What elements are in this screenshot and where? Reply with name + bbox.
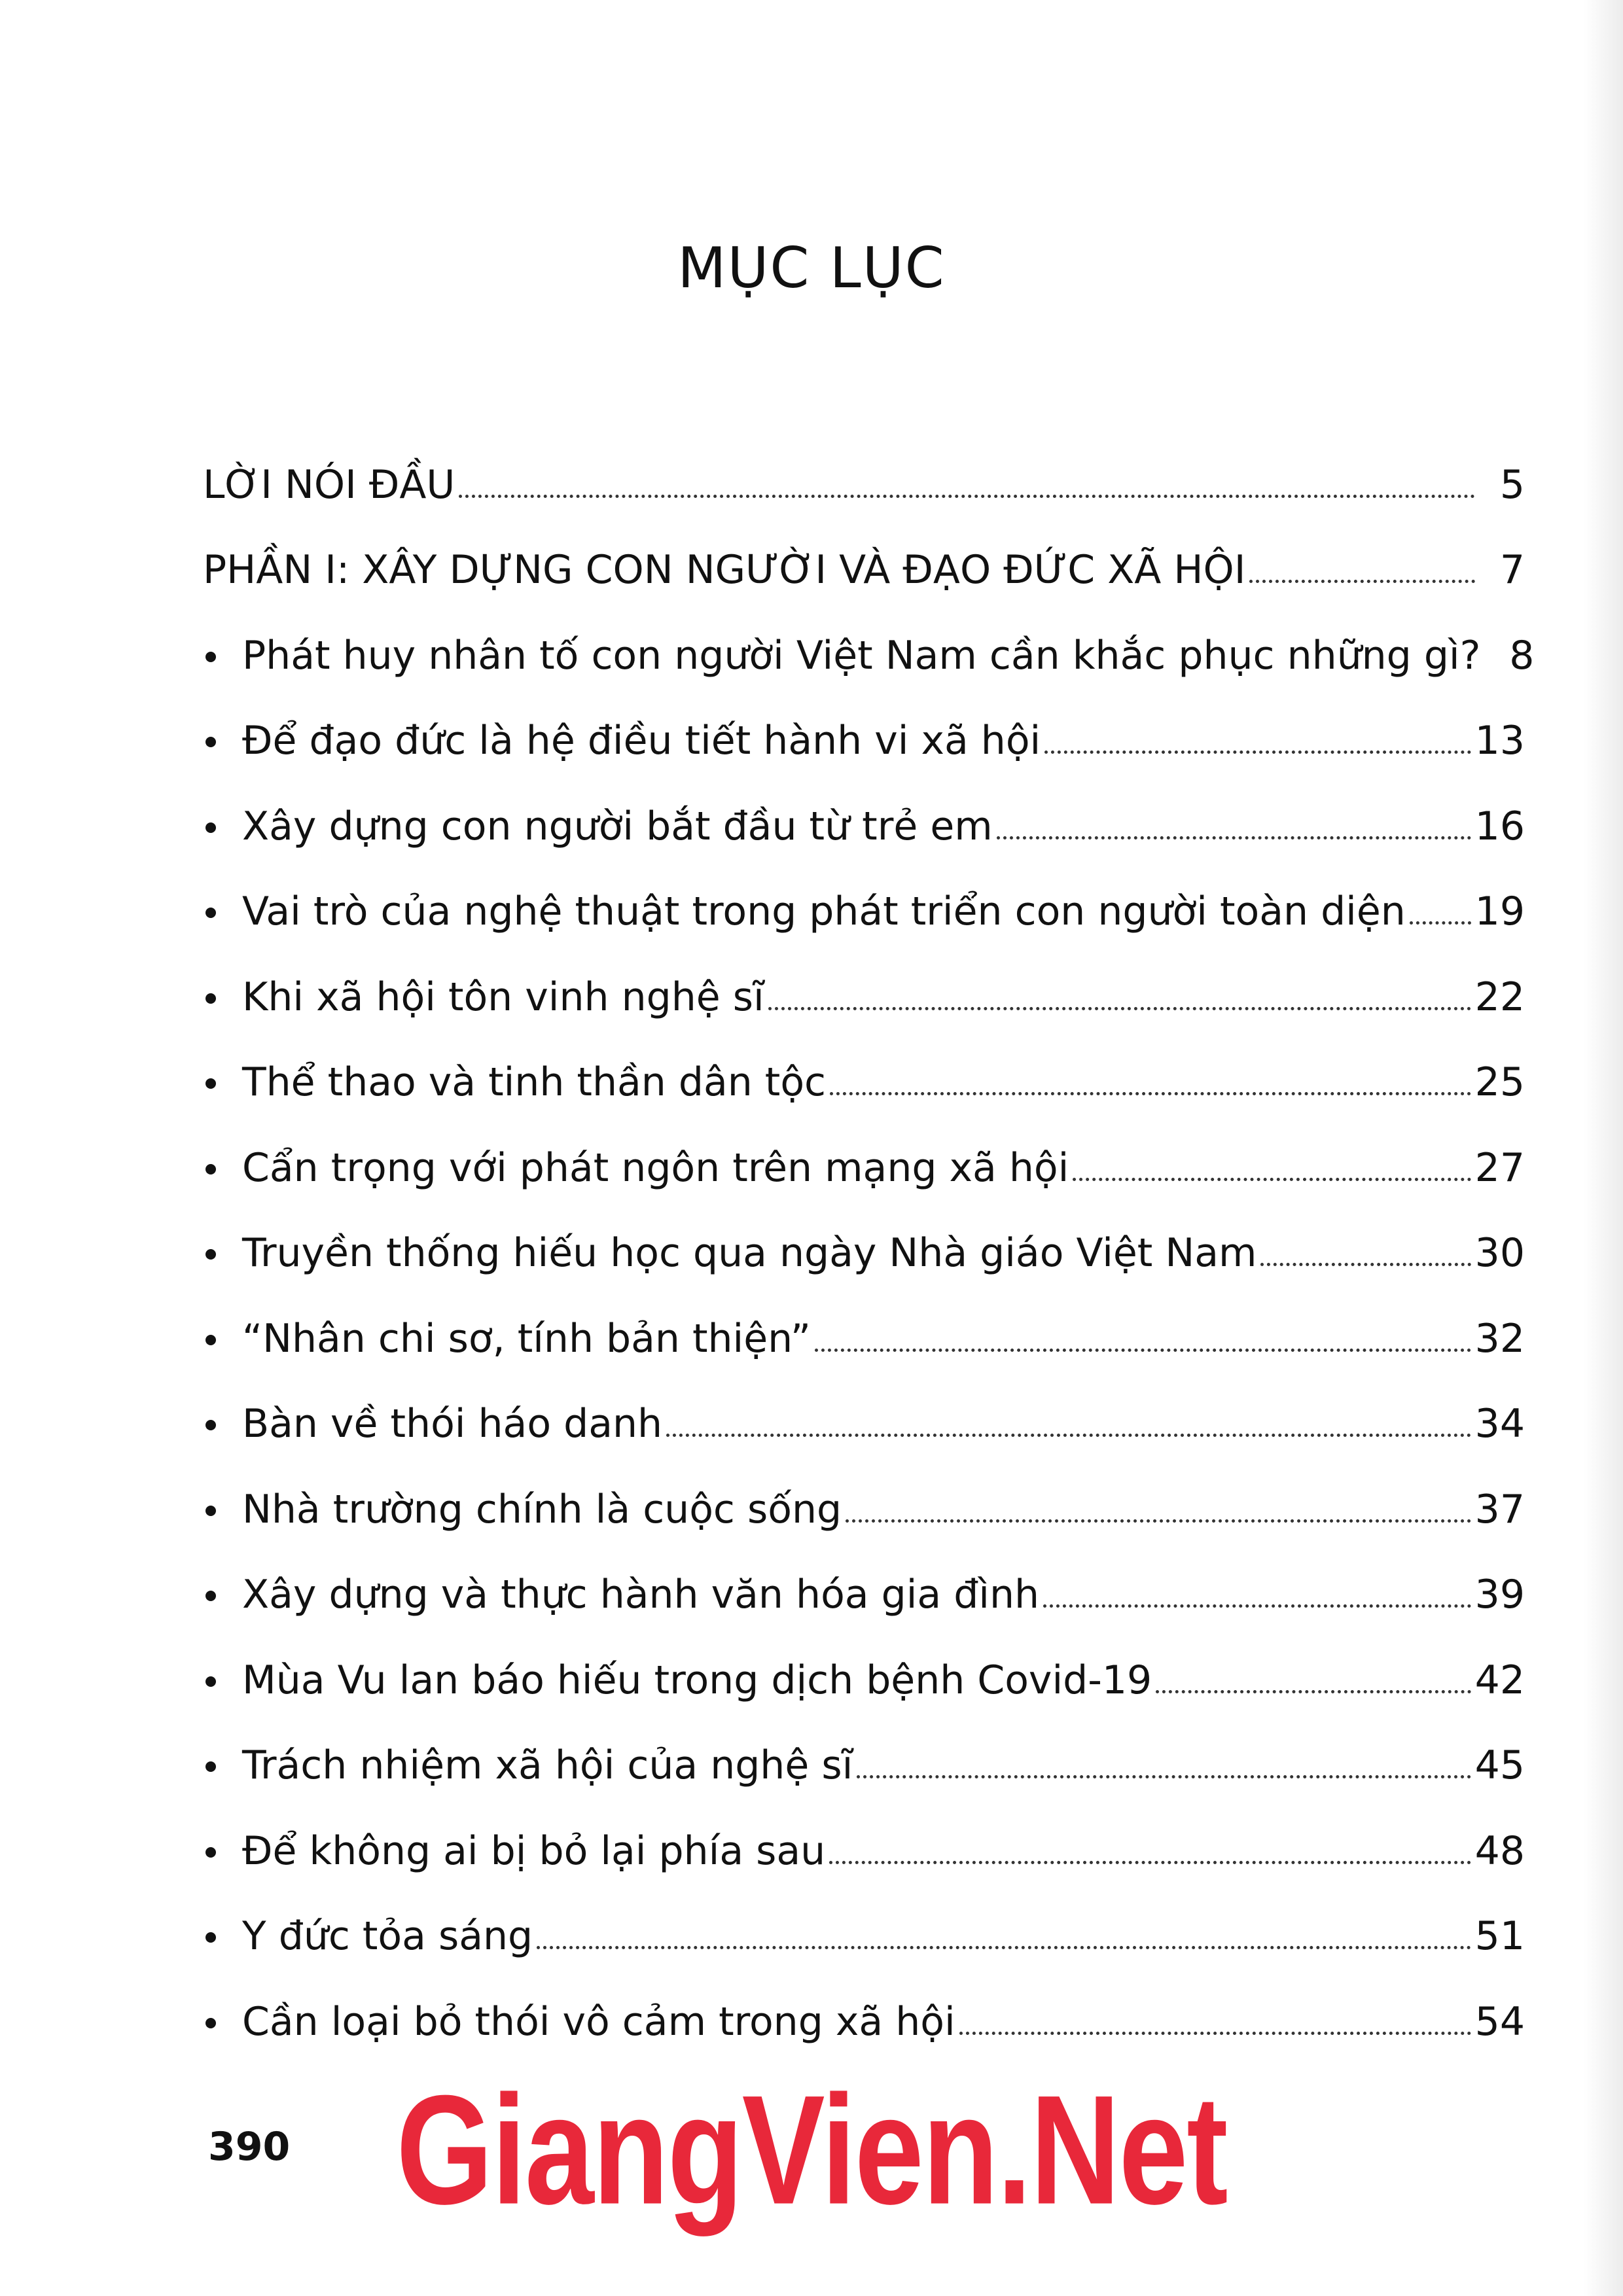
dot-leader [829, 1861, 1471, 1864]
toc-entry-page: 32 [1474, 1315, 1525, 1362]
toc-entry-page: 16 [1474, 803, 1525, 849]
toc-entry-page: 13 [1474, 718, 1525, 764]
bullet-icon [205, 1078, 216, 1089]
toc-entry-label: “Nhân chi sơ, tính bản thiện” [242, 1315, 811, 1362]
toc-entry[interactable] [203, 1358, 1525, 1447]
toc-entry-page: 27 [1474, 1144, 1525, 1191]
toc-entry-label: Xây dựng và thực hành văn hóa gia đình [242, 1572, 1040, 1617]
bullet-icon [205, 1761, 216, 1772]
toc-entry[interactable] [203, 590, 1535, 679]
page-number: 390 [208, 2124, 291, 2170]
toc-entry-page: 7 [1499, 547, 1525, 593]
toc-entry[interactable] [203, 1529, 1525, 1615]
bullet-icon [205, 1249, 216, 1260]
toc-entry[interactable] [203, 504, 1525, 593]
dot-leader [666, 1434, 1471, 1437]
toc-entry-page: 5 [1499, 461, 1525, 508]
toc-entry-label: Cần loại bỏ thói vô cảm trong xã hội [242, 1998, 955, 2045]
bullet-icon [205, 1420, 216, 1430]
toc-entry-page: 22 [1474, 974, 1525, 1020]
toc-entry-label: Phát huy nhân tố con người Việt Nam cần khắc phục những gì? [242, 632, 1481, 679]
page-edge-shadow [1584, 0, 1623, 2296]
toc-entry-label: Nhà trường chính là cuộc sống [242, 1486, 842, 1532]
toc-entry[interactable] [203, 1273, 1525, 1362]
bullet-icon [205, 1335, 216, 1345]
dot-leader [1260, 1263, 1471, 1266]
toc-entry-page: 42 [1474, 1657, 1525, 1703]
toc-entry-page: 8 [1509, 632, 1535, 679]
toc-entry-label: Thể thao và tinh thần dân tộc [242, 1059, 827, 1105]
toc-entry[interactable] [203, 675, 1525, 764]
toc-entry-label: Xây dựng con người bắt đầu từ trẻ em [242, 803, 993, 849]
bullet-icon [205, 2018, 216, 2028]
bullet-icon [205, 1932, 216, 1943]
bullet-icon [205, 993, 216, 1004]
toc-entry-label: Để đạo đức là hệ điều tiết hành vi xã hội [242, 718, 1041, 764]
bullet-icon [205, 1506, 216, 1516]
bullet-icon [205, 652, 216, 662]
toc-entry-label: Cẩn trọng với phát ngôn trên mạng xã hội [242, 1144, 1069, 1191]
table-of-contents [203, 419, 1535, 2045]
toc-entry[interactable] [203, 1017, 1525, 1103]
toc-entry[interactable] [203, 846, 1525, 932]
toc-entry-page: 48 [1474, 1828, 1525, 1874]
dot-leader [459, 495, 1475, 498]
toc-entry-page: 54 [1474, 1998, 1525, 2045]
toc-entry-page: 34 [1474, 1401, 1525, 1447]
toc-entry-label: Vai trò của nghệ thuật trong phát triển con người toàn diện [242, 889, 1406, 934]
toc-entry-label: Trách nhiệm xã hội của nghệ sĩ [242, 1742, 853, 1788]
toc-entry[interactable] [203, 760, 1525, 849]
toc-entry-page: 51 [1474, 1913, 1525, 1959]
toc-entry-label: PHẦN I: XÂY DỰNG CON NGƯỜI VÀ ĐẠO ĐỨC XÃ HỘI [203, 547, 1246, 593]
dot-leader [768, 1007, 1471, 1010]
bullet-icon [205, 1847, 216, 1858]
dot-leader [1044, 751, 1471, 754]
toc-entry-page: 30 [1474, 1230, 1525, 1276]
bullet-icon [205, 1591, 216, 1601]
toc-entry[interactable] [203, 419, 1525, 508]
toc-entry[interactable] [203, 1102, 1525, 1191]
dot-leader [830, 1092, 1471, 1095]
toc-entry-label: Để không ai bị bỏ lại phía sau [242, 1828, 826, 1874]
dot-leader [997, 836, 1471, 839]
toc-entry-label: Khi xã hội tôn vinh nghệ sĩ [242, 974, 764, 1020]
toc-entry-label: LỜI NÓI ĐẦU [203, 461, 455, 508]
bullet-icon [205, 1164, 216, 1174]
dot-leader [1410, 921, 1471, 925]
toc-entry[interactable] [203, 1443, 1525, 1532]
toc-entry[interactable] [203, 1871, 1525, 1959]
toc-entry-label: Bàn về thói háo danh [242, 1401, 663, 1447]
toc-entry-label: Truyền thống hiếu học qua ngày Nhà giáo Việt Nam [242, 1230, 1257, 1276]
toc-title: MỤC LỤC [677, 236, 946, 301]
toc-entry-page: 37 [1474, 1486, 1525, 1532]
dot-leader [959, 2032, 1471, 2035]
bullet-icon [205, 737, 216, 747]
dot-leader [537, 1946, 1471, 1949]
toc-entry-page: 19 [1474, 889, 1525, 934]
dot-leader [815, 1349, 1471, 1352]
dot-leader [1073, 1178, 1471, 1181]
bullet-icon [205, 822, 216, 833]
dot-leader [1249, 580, 1475, 583]
toc-entry[interactable] [203, 1700, 1525, 1786]
toc-entry-page: 25 [1474, 1059, 1525, 1105]
bullet-icon [205, 1676, 216, 1687]
dot-leader [1043, 1604, 1471, 1608]
dot-leader [846, 1519, 1471, 1523]
toc-entry-page: 45 [1474, 1742, 1525, 1788]
bullet-icon [205, 908, 216, 918]
toc-entry[interactable] [203, 1785, 1525, 1874]
toc-entry[interactable] [203, 931, 1525, 1020]
toc-entry-label: Mùa Vu lan báo hiếu trong dịch bệnh Covid-19 [242, 1657, 1152, 1703]
toc-entry[interactable] [203, 1614, 1525, 1703]
dot-leader [857, 1775, 1471, 1778]
toc-entry-label: Y đức tỏa sáng [242, 1913, 533, 1959]
toc-entry-page: 39 [1474, 1572, 1525, 1617]
toc-entry[interactable] [203, 1956, 1525, 2045]
watermark-logo: GiangVien.Net [396, 2063, 1227, 2237]
toc-entry[interactable] [203, 1188, 1525, 1276]
dot-leader [1156, 1690, 1471, 1693]
